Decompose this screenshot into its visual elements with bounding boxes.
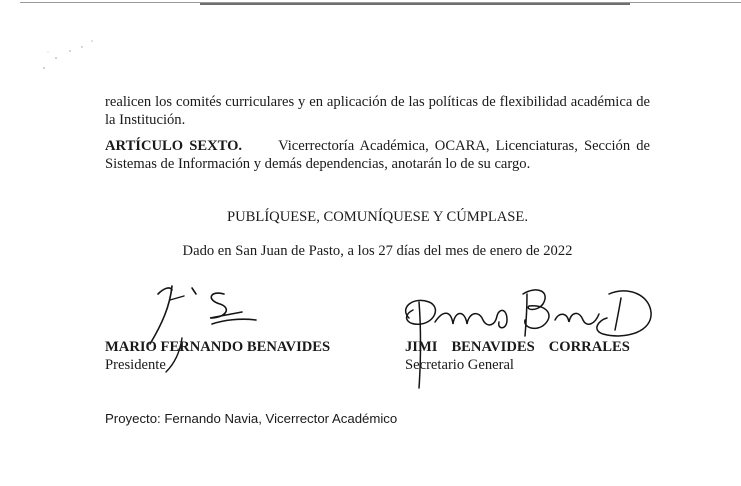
article-line bbox=[105, 137, 650, 155]
signatory-president bbox=[105, 338, 330, 374]
signatory-role: Secretario General bbox=[405, 357, 514, 373]
article-heading: ARTÍCULO SEXTO. bbox=[105, 138, 243, 154]
signatory-secretary bbox=[405, 338, 630, 374]
paragraph-line: realicen los comités curriculares y en aplicación de las políticas de flexibilidad académica de bbox=[105, 94, 650, 110]
signatory-name: MARIO FERNANDO BENAVIDES bbox=[105, 339, 331, 355]
date-line: Dado en San Juan de Pasto, a los 27 días del mes de enero de 2022 bbox=[182, 243, 573, 259]
project-credit: Proyecto: Fernando Navia, Vicerrector Académico bbox=[105, 411, 398, 426]
paragraph-line: la Institución. bbox=[105, 112, 186, 128]
signatory-first-name: JIMI bbox=[405, 339, 438, 355]
closing-formula: PUBLÍQUESE, COMUNÍQUESE Y CÚMPLASE. bbox=[227, 209, 528, 225]
scan-specks bbox=[36, 36, 106, 76]
signatory-surname-2: CORRALES bbox=[548, 339, 630, 355]
signatory-role: Presidente bbox=[105, 357, 166, 373]
paragraph-flexibility bbox=[105, 93, 650, 129]
article-text: Vicerrectoría Académica, OCARA, Licenciaturas, Sección de bbox=[278, 138, 650, 154]
article-sixth bbox=[105, 137, 650, 173]
scan-top-border-dark bbox=[200, 3, 630, 5]
article-line: Sistemas de Información y demás dependencias, anotarán lo de su cargo. bbox=[105, 156, 531, 172]
signatory-name bbox=[405, 338, 630, 356]
signatory-surname-1: BENAVIDES bbox=[451, 339, 535, 355]
